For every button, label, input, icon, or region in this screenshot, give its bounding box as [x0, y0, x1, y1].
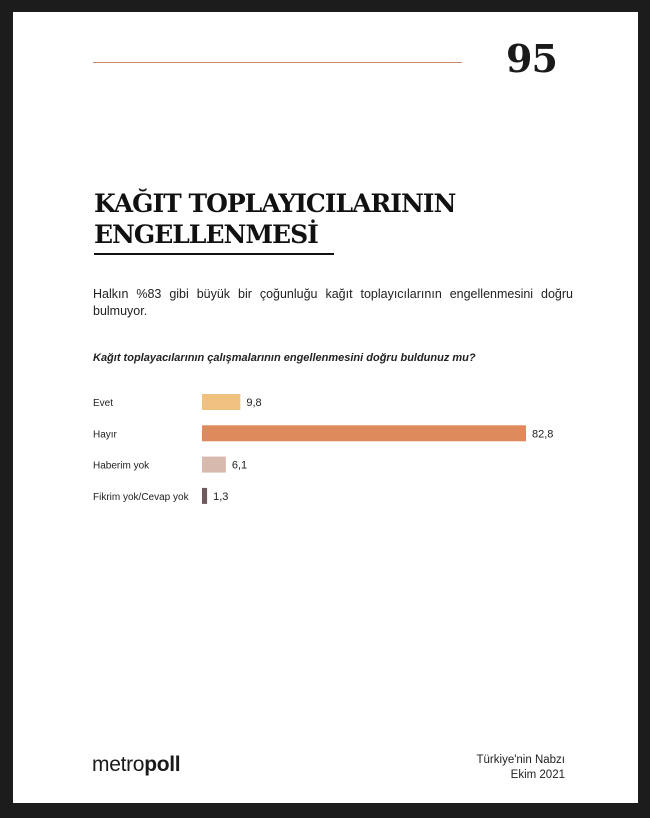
page-number: 95	[506, 36, 557, 81]
survey-question: Kağıt toplayacılarının çalışmalarının engellenmesini doğru buldunuz mu?	[93, 352, 476, 364]
bar	[202, 394, 240, 410]
bar	[202, 457, 226, 473]
footer-line-1: Türkiye'nin Nabzı	[476, 754, 565, 766]
logo-part-poll: poll	[144, 753, 181, 776]
value-label: 6,1	[231, 459, 248, 472]
title-line-2: ENGELLENMESİ	[94, 220, 318, 249]
category-label: Fikrim yok/Cevap yok	[93, 491, 189, 503]
bar	[202, 488, 207, 504]
metropoll-logo	[92, 753, 180, 777]
value-label: 9,8	[246, 397, 262, 409]
value-label: 82,8	[532, 428, 554, 441]
report-page	[13, 12, 638, 803]
category-label: Hayır	[93, 429, 117, 441]
category-label: Evet	[93, 398, 114, 409]
intro-text: Halkın %83 gibi büyük bir çoğunluğu kağıt toplayıcılarının engellenmesini doğru bulmuyor.	[93, 287, 573, 318]
title-line-1: KAĞIT TOPLAYICILARININ	[94, 189, 456, 218]
footer-info	[477, 753, 565, 783]
footer-line-2: Ekim 2021	[510, 769, 565, 781]
logo-part-metro: metro	[92, 753, 145, 776]
value-label: 1,3	[213, 490, 229, 503]
bar	[202, 425, 526, 441]
category-label: Haberim yok	[93, 460, 150, 472]
bar-chart	[13, 12, 638, 532]
